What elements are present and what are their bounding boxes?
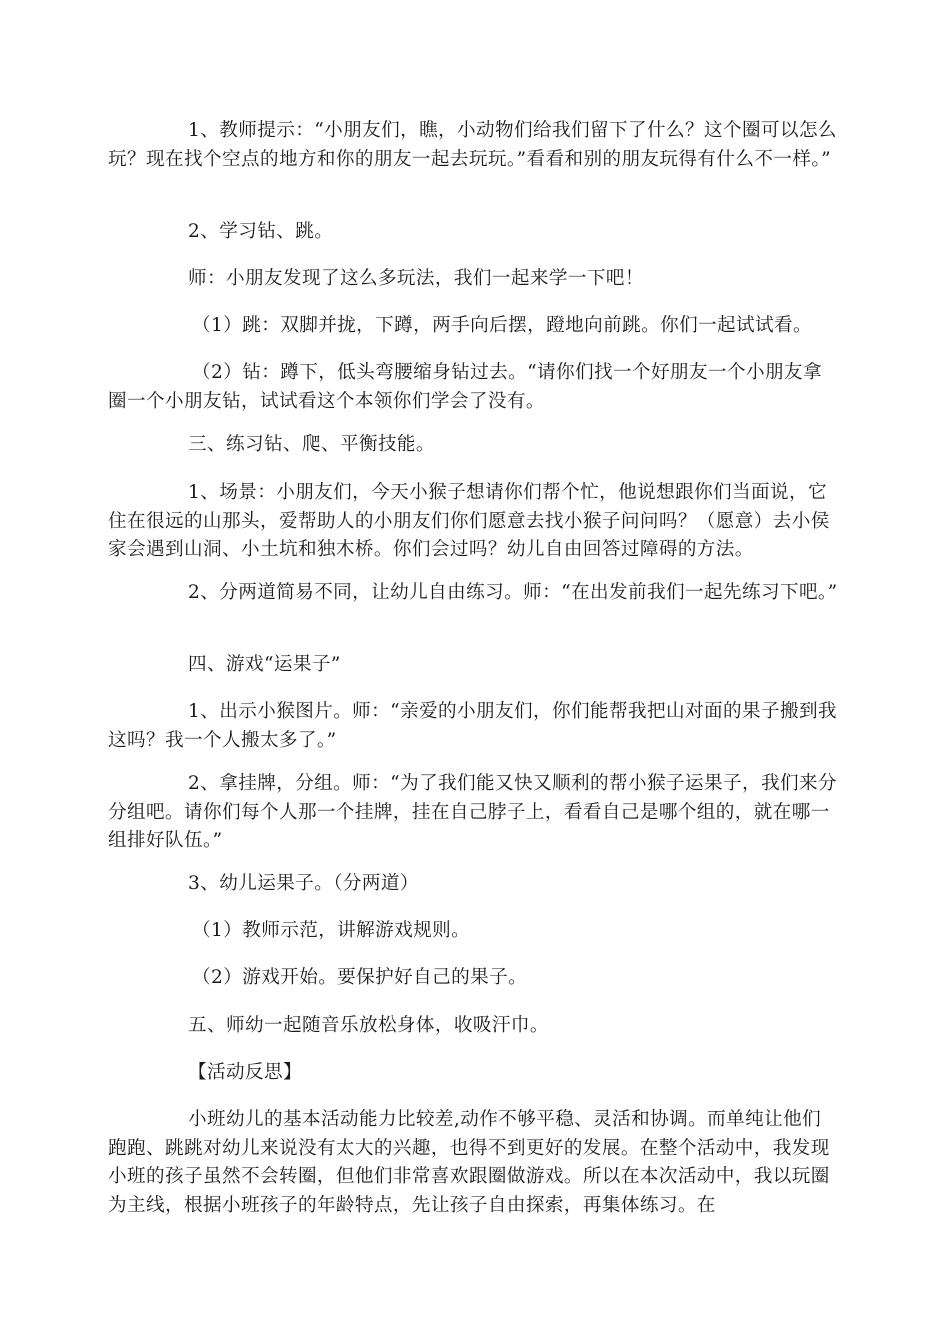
paragraph-teacher-hint: 1、教师提示：“小朋友们，瞧，小动物们给我们留下了什么？这个圈可以怎么玩？现在找个空点的地方和你的朋友一起去玩玩。”看看和别的朋友玩得有什么不一样。”	[108, 120, 837, 170]
paragraph-jump-steps: （1）跳：双脚并拢，下蹲，两手向后摆，蹬地向前跳。你们一起试试看。	[192, 315, 813, 336]
paragraph-learn-drill-jump: 2、学习钻、跳。	[188, 221, 334, 242]
paragraph-grouping: 2、拿挂牌，分组。师：“为了我们能又快又顺利的帮小猴子运果子，我们来分分组吧。请你们每个人那一个挂牌，挂在自己脖子上，看看自己是哪个组的，就在哪一组排好队伍。”	[108, 773, 837, 851]
paragraph-carry-fruit: 3、幼儿运果子。（分两道）	[188, 873, 419, 894]
section-heading-reflection: 【活动反思】	[188, 1062, 302, 1083]
paragraph-reflection: 小班幼儿的基本活动能力比较差,动作不够平稳、灵活和协调。而单纯让他们跑跑、跳跳对幼儿来说没有太大的兴趣，也得不到更好的发展。在整个活动中，我发现小班的孩子虽然不会转圈，但他们非常喜欢跟圈做游戏。所以在本次活动中，我以玩圈为主线，根据小班孩子的年龄特点，先让孩子自由探索，再集体练习。在	[108, 1109, 830, 1216]
section-heading-four: 四、游戏“运果子”	[188, 654, 341, 675]
paragraph-demo: （1）教师示范，讲解游戏规则。	[192, 920, 471, 941]
paragraph-scene: 1、场景：小朋友们，今天小猴子想请你们帮个忙，他说想跟你们当面说，它住在很远的山那头，爱帮助人的小朋友们你们愿意去找小猴子问问吗？（愿意）去小侯家会遇到山洞、小土坑和独木桥。你们会过吗？幼儿自由回答过障碍的方法。	[108, 482, 830, 560]
section-heading-three: 三、练习钻、爬、平衡技能。	[188, 434, 435, 455]
paragraph-game-start: （2）游戏开始。要保护好自己的果子。	[192, 967, 528, 988]
paragraph-two-tracks: 2、分两道简易不同，让幼儿自由练习。师：“在出发前我们一起先练习下吧。”	[188, 582, 838, 603]
paragraph-show-monkey: 1、出示小猴图片。师：“亲爱的小朋友们，你们能帮我把山对面的果子搬到我这吗？我一个人搬太多了。”	[108, 701, 837, 751]
section-heading-five: 五、师幼一起随音乐放松身体，收吸汗巾。	[188, 1015, 549, 1036]
paragraph-drill-steps: （2）钻：蹲下，低头弯腰缩身钻过去。“请你们找一个好朋友一个小朋友拿圈一个小朋友钻，试试看这个本领你们学会了没有。	[108, 362, 822, 412]
paragraph-teacher-intro: 师：小朋友发现了这么多玩法，我们一起来学一下吧！	[188, 268, 644, 289]
